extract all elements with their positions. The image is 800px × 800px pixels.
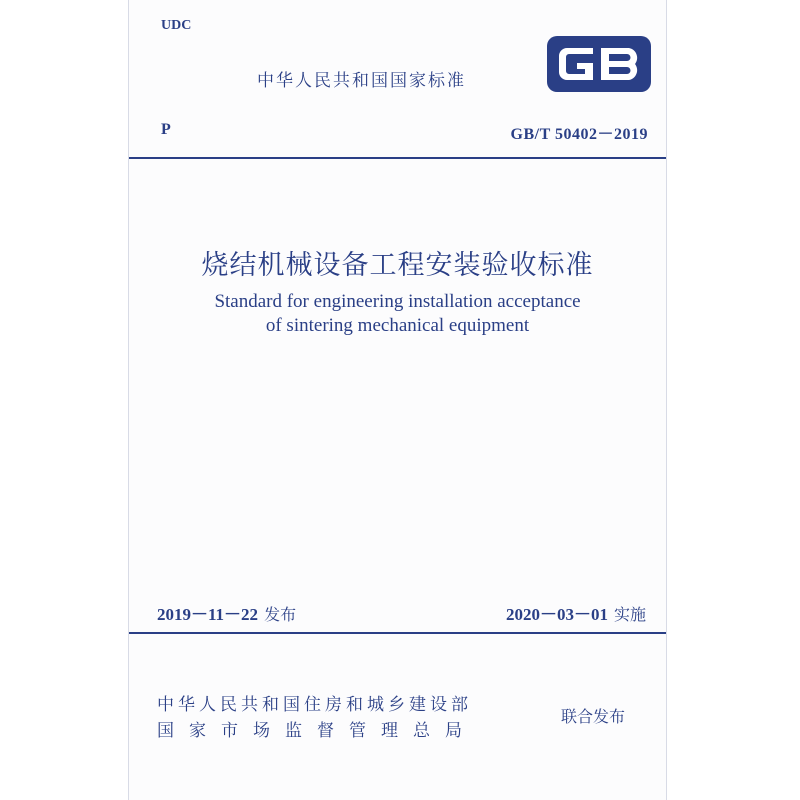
implementation-date-block bbox=[506, 600, 646, 625]
udc-label: UDC bbox=[161, 18, 192, 33]
gb-logo-icon bbox=[547, 36, 651, 92]
issuer-administration: 国家市场监督管理总局 bbox=[157, 721, 477, 741]
issuer-ministry: 中华人民共和国住房和城乡建设部 bbox=[157, 695, 472, 715]
implementation-label: 实施 bbox=[613, 605, 646, 624]
top-divider bbox=[129, 157, 666, 159]
issue-date-block bbox=[157, 600, 296, 625]
bottom-divider bbox=[129, 632, 666, 634]
issue-date: 2019－11－22 bbox=[157, 605, 259, 624]
national-standard-label: 中华人民共和国国家标准 bbox=[257, 71, 466, 91]
standard-number: GB/T 50402－2019 bbox=[510, 126, 648, 143]
standard-cover bbox=[128, 0, 667, 800]
title-english-line-2: of sintering mechanical equipment bbox=[265, 315, 530, 336]
title-english bbox=[129, 290, 666, 338]
joint-issue-label: 联合发布 bbox=[561, 707, 626, 726]
title-chinese: 烧结机械设备工程安装验收标准 bbox=[201, 250, 594, 281]
implementation-date: 2020－03－01 bbox=[505, 605, 608, 624]
classification-code: P bbox=[161, 121, 171, 138]
title-english-line-1: Standard for engineering installation acceptance bbox=[214, 291, 581, 312]
issue-label: 发布 bbox=[264, 605, 297, 624]
